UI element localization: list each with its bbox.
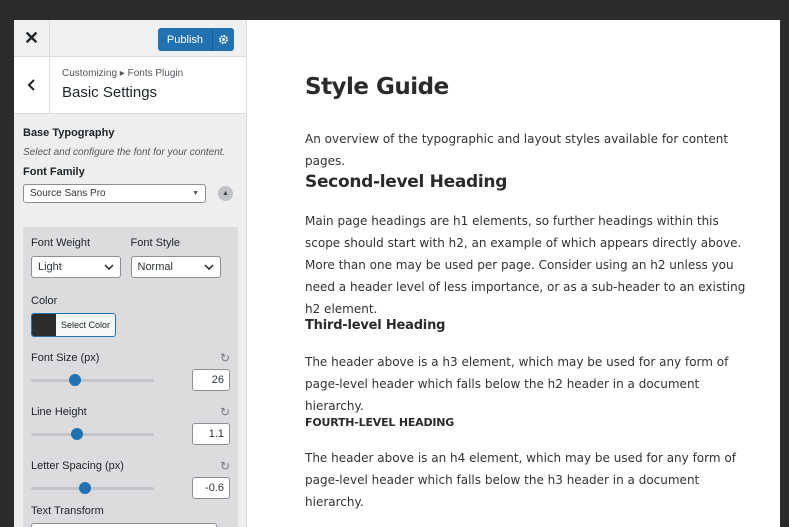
letter-spacing-input[interactable]: -0.6 — [192, 477, 230, 499]
slider-thumb[interactable] — [69, 374, 81, 386]
gear-icon[interactable] — [212, 28, 234, 51]
line-height-row — [31, 423, 230, 445]
paragraph-h3: The header above is a h3 element, which may be used for any form of page-level header which falls below the h2 header in a document hierarchy. — [305, 355, 729, 413]
base-typography-section — [14, 114, 246, 203]
font-family-row — [23, 184, 237, 203]
letter-spacing-label: Letter Spacing (px) — [31, 460, 124, 472]
font-size-control — [31, 351, 230, 391]
line-height-header — [31, 405, 230, 419]
page-title: Style Guide — [305, 74, 449, 100]
section-title: Base Typography — [23, 127, 115, 139]
color-swatch — [32, 314, 56, 336]
font-size-slider[interactable] — [31, 379, 154, 382]
font-family-label: Font Family — [23, 166, 85, 178]
publish-group — [158, 28, 234, 51]
font-size-row — [31, 369, 230, 391]
back-icon[interactable] — [14, 57, 50, 113]
letter-spacing-row — [31, 477, 230, 499]
weight-style-row — [31, 237, 230, 278]
section-description: Select and configure the font for your content. — [23, 147, 226, 158]
breadcrumb — [14, 57, 246, 114]
color-button-label: Select Color — [61, 320, 111, 330]
site-preview — [247, 20, 780, 527]
intro-paragraph: An overview of the typographic and layout styles available for content pages. — [305, 132, 729, 168]
color-label: Color — [31, 295, 58, 307]
font-weight-group — [31, 237, 131, 278]
line-height-slider[interactable] — [31, 433, 154, 436]
line-height-label: Line Height — [31, 406, 87, 418]
customizer-sidebar — [14, 20, 247, 527]
reset-icon[interactable]: ↻ — [219, 459, 230, 473]
line-height-control — [31, 405, 230, 445]
font-style-group — [131, 237, 231, 278]
paragraph-h2: Main page headings are h1 elements, so further headings within this scope should start with h2, an example of which appears directly above. More than one may be used per page. Consider using an h2 unless you need a header level of less importance, or as a sub-header to an existing h2 element. — [305, 214, 746, 316]
heading-level-2: Second-level Heading — [305, 172, 508, 192]
font-weight-value: Light — [38, 261, 62, 273]
letter-spacing-control — [31, 459, 230, 499]
font-family-select[interactable] — [23, 184, 206, 203]
line-height-input[interactable]: 1.1 — [192, 423, 230, 445]
chevron-down-icon — [104, 264, 114, 270]
color-picker-button[interactable] — [31, 313, 116, 337]
text-transform-select[interactable] — [31, 523, 217, 527]
reset-icon[interactable]: ↻ — [219, 351, 230, 365]
chevron-down-icon — [204, 264, 214, 270]
customizer-window — [14, 20, 780, 527]
font-size-input[interactable]: 26 — [192, 369, 230, 391]
letter-spacing-header — [31, 459, 230, 473]
font-size-label: Font Size (px) — [31, 352, 100, 364]
font-style-label: Font Style — [130, 237, 181, 249]
font-weight-select[interactable] — [31, 256, 121, 278]
letter-spacing-slider[interactable] — [31, 487, 154, 490]
font-weight-label: Font Weight — [31, 237, 91, 249]
heading-level-3: Third-level Heading — [305, 318, 446, 333]
close-icon[interactable]: ✕ — [14, 20, 50, 57]
panel-title: Basic Settings — [62, 84, 158, 101]
font-family-value: Source Sans Pro — [30, 188, 106, 199]
heading-level-4: FOURTH-LEVEL HEADING — [305, 416, 455, 429]
caret-down-icon: ▼ — [192, 190, 199, 197]
breadcrumb-path: Customizing ▸ Fonts Plugin — [62, 68, 184, 79]
collapse-toggle-icon[interactable]: ▲ — [218, 186, 233, 201]
publish-button[interactable]: Publish — [158, 28, 212, 51]
font-style-value: Normal — [137, 261, 173, 273]
paragraph-h4: The header above is an h4 element, which may be used for any form of page-level header which falls below the h3 header in a document hierarchy. — [305, 451, 736, 509]
breadcrumb-text — [50, 57, 183, 113]
text-transform-label: Text Transform — [31, 505, 104, 517]
sidebar-header — [14, 20, 246, 57]
font-style-select[interactable] — [131, 256, 221, 278]
reset-icon[interactable]: ↻ — [219, 405, 230, 419]
slider-thumb[interactable] — [79, 482, 91, 494]
font-size-header — [31, 351, 230, 365]
slider-thumb[interactable] — [71, 428, 83, 440]
font-options-panel — [23, 227, 238, 527]
